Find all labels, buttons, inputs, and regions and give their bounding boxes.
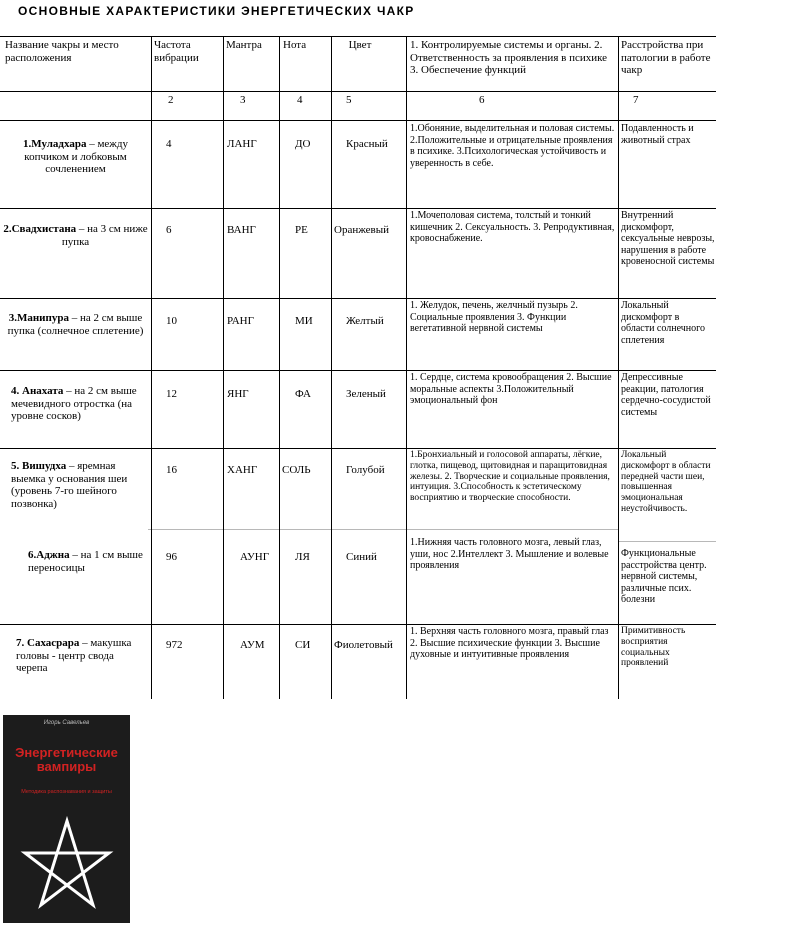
chakra-name: 2.Свадхистана – на 3 см ниже пупка bbox=[3, 223, 148, 248]
note: РЕ bbox=[295, 224, 308, 236]
chakra-name: 5. Вишудха – яремная выемка у основания шеи (уровень 7-го шейного позвонка) bbox=[11, 460, 128, 510]
disorders: Функциональные расстройства центр. нервной системы, различные псих. болезни bbox=[621, 548, 707, 606]
note: ДО bbox=[295, 138, 311, 150]
frequency: 96 bbox=[166, 551, 177, 563]
frequency: 4 bbox=[166, 138, 172, 150]
header-disorders: Расстройства при патологии в работе чакр bbox=[621, 39, 711, 77]
disorders: Локальный дискомфорт в области передней части шеи, повышенная эмоциональная неустойчивость. bbox=[621, 450, 711, 514]
color-name: Фиолетовый bbox=[334, 639, 393, 651]
column-number: 4 bbox=[297, 94, 303, 106]
header-frequency: Частота вибрации bbox=[154, 39, 199, 64]
frequency: 12 bbox=[166, 388, 177, 400]
mantra: ХАНГ bbox=[227, 464, 258, 476]
pentagram-icon bbox=[17, 815, 117, 915]
functions: 1.Мочеполовая система, толстый и тонкий кишечник 2. Сексуальность. 3. Репродуктивная, кровоснабжение. bbox=[410, 210, 615, 245]
frequency: 10 bbox=[166, 315, 177, 327]
functions: 1. Верхняя часть головного мозга, правый глаз 2. Высшие психические функции 3. Высшие духовные и интуитивные проявления bbox=[410, 626, 609, 661]
chakra-table bbox=[0, 36, 716, 699]
column-number: 7 bbox=[633, 94, 639, 106]
chakra-name: 7. Сахасрара – макушка головы - центр свода черепа bbox=[16, 637, 132, 675]
note: СИ bbox=[295, 639, 311, 651]
mantra: АУМ bbox=[240, 639, 265, 651]
color-name: Зеленый bbox=[346, 388, 386, 400]
frequency: 6 bbox=[166, 224, 172, 236]
mantra: ЛАНГ bbox=[227, 138, 257, 150]
color-name: Желтый bbox=[346, 315, 384, 327]
chakra-name: 3.Манипура – на 2 см выше пупка (солнечное сплетение) bbox=[7, 312, 144, 337]
header-name: Название чакры и место расположения bbox=[5, 39, 119, 64]
chakra-name: 6.Аджна – на 1 см выше переносицы bbox=[28, 549, 143, 574]
note: ЛЯ bbox=[295, 551, 310, 563]
mantra: АУНГ bbox=[240, 551, 270, 563]
header-functions: 1. Контролируемые системы и органы. 2. Ответственность за проявления в психике 3. Обеспечение функций bbox=[410, 39, 608, 77]
chakra-name: 1.Муладхара – между копчиком и лобковым сочленением bbox=[23, 138, 128, 176]
book-author: Игорь Савельев bbox=[43, 720, 90, 726]
mantra: ЯНГ bbox=[227, 388, 249, 400]
column-number: 5 bbox=[346, 94, 352, 106]
chakra-name: 4. Анахата – на 2 см выше мечевидного отростка (на уровне сосков) bbox=[11, 385, 137, 423]
disorders: Примитивность восприятия социальных проявлений bbox=[621, 626, 686, 669]
mantra: РАНГ bbox=[227, 315, 254, 327]
header-note: Нота bbox=[283, 39, 307, 51]
functions: 1. Желудок, печень, желчный пузырь 2. Социальные проявления 3. Функции вегетативной нервной системы bbox=[410, 300, 578, 335]
header-mantra: Мантра bbox=[226, 39, 262, 51]
frequency: 972 bbox=[166, 639, 183, 651]
color-name: Красный bbox=[346, 138, 388, 150]
functions: 1. Сердце, система кровообращения 2. Высшие моральные аспекты 3.Положительный эмоциональный фон bbox=[410, 372, 612, 407]
note: МИ bbox=[295, 315, 313, 327]
disorders: Внутренний дискомфорт, сексуальные неврозы, нарушения в работе кровеносной системы bbox=[621, 210, 715, 268]
color-name: Голубой bbox=[346, 464, 385, 476]
note: СОЛЬ bbox=[282, 464, 311, 476]
disorders: Депрессивные реакции, патология сердечно-сосудистой системы bbox=[621, 372, 711, 418]
disorders: Локальный дискомфорт в области солнечного сплетения bbox=[621, 300, 705, 346]
disorders: Подавленность и животный страх bbox=[621, 123, 694, 146]
mantra: ВАНГ bbox=[227, 224, 256, 236]
functions: 1.Бронхиальный и голосовой аппараты, лёгкие, глотка, пищевод, щитовидная и паращитовидная железы. 2. Творческие и социальные проявления, интуиция. 3.Способность к эстетическому восприятию и творческие способности. bbox=[410, 450, 610, 504]
note: ФА bbox=[295, 388, 311, 400]
column-number: 2 bbox=[168, 94, 174, 106]
page-title: ОСНОВНЫЕ ХАРАКТЕРИСТИКИ ЭНЕРГЕТИЧЕСКИХ ЧАКР bbox=[18, 4, 415, 18]
functions: 1.Обоняние, выделительная и половая системы. 2.Положительные и отрицательные проявления в психике. 3.Психологическая устойчивость и уверенность в себе. bbox=[410, 123, 615, 169]
column-number: 6 bbox=[479, 94, 485, 106]
book-subtitle: Методика распознавания и защиты bbox=[21, 789, 112, 795]
frequency: 16 bbox=[166, 464, 177, 476]
color-name: Синий bbox=[346, 551, 377, 563]
book-title: Энергетические вампиры bbox=[15, 745, 118, 774]
functions: 1.Нижняя часть головного мозга, левый глаз, уши, нос 2.Интеллект 3. Мышление и волевые проявления bbox=[410, 537, 609, 572]
header-color: Цвет bbox=[348, 39, 372, 51]
column-number: 3 bbox=[240, 94, 246, 106]
book-cover-image bbox=[3, 715, 130, 923]
color-name: Оранжевый bbox=[334, 224, 390, 236]
